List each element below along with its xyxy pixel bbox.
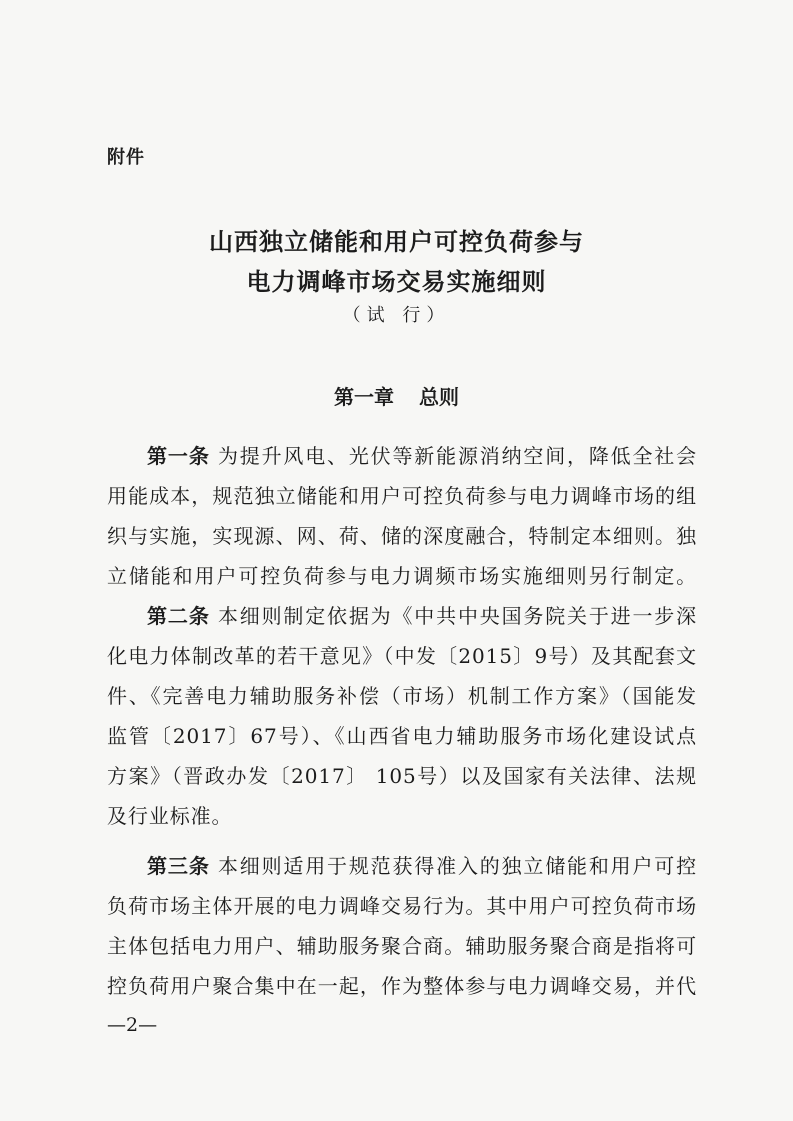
article-3-line-3: 主体包括电力用户、辅助服务聚合商。辅助服务聚合商是指将可: [107, 934, 697, 958]
article-2-line-4: 监管〔2017〕67号）、《山西省电力辅助服务市场化建设试点: [107, 724, 697, 748]
article-3-line-2: 负荷市场主体开展的电力调峰交易行为。其中用户可控负荷市场: [107, 894, 697, 918]
document-title-line-2: 电力调峰市场交易实施细则: [246, 268, 547, 296]
article-2-line-3: 件、《完善电力辅助服务补偿（市场）机制工作方案》（国能发: [107, 684, 697, 708]
article-1-line-3: 织与实施，实现源、网、荷、储的深度融合，特制定本细则。独: [107, 524, 697, 548]
chapter-heading: 第一章 总则: [334, 385, 459, 409]
attachment-label: 附件: [107, 147, 145, 168]
document-subtitle: （试 行）: [342, 305, 451, 326]
page-number: —2—: [107, 1014, 158, 1036]
article-2-line-2: 化电力体制改革的若干意见》（中发〔2015〕9号）及其配套文: [107, 644, 697, 668]
article-2-line-5: 方案》（晋政办发〔2017〕 105号）以及国家有关法律、法规: [107, 764, 697, 788]
article-3-line-4: 控负荷用户聚合集中在一起，作为整体参与电力调峰交易，并代: [107, 974, 697, 998]
article-2-label: 第二条: [147, 604, 210, 628]
article-1-line-1: 第一条 为提升风电、光伏等新能源消纳空间，降低全社会: [147, 444, 698, 468]
document-title-line-1: 山西独立储能和用户可控负荷参与: [209, 228, 584, 256]
article-1-line-2: 用能成本，规范独立储能和用户可控负荷参与电力调峰市场的组: [107, 484, 697, 508]
article-2-line-1: 第二条 本细则制定依据为《中共中央国务院关于进一步深: [147, 604, 698, 628]
article-1-label: 第一条: [147, 444, 210, 468]
article-3-line-1: 第三条 本细则适用于规范获得准入的独立储能和用户可控: [147, 854, 698, 878]
article-3-label: 第三条: [147, 854, 210, 878]
article-1-line-4: 立储能和用户可控负荷参与电力调频市场实施细则另行制定。: [107, 564, 697, 588]
article-2-line-6: 及行业标准。: [107, 804, 233, 828]
